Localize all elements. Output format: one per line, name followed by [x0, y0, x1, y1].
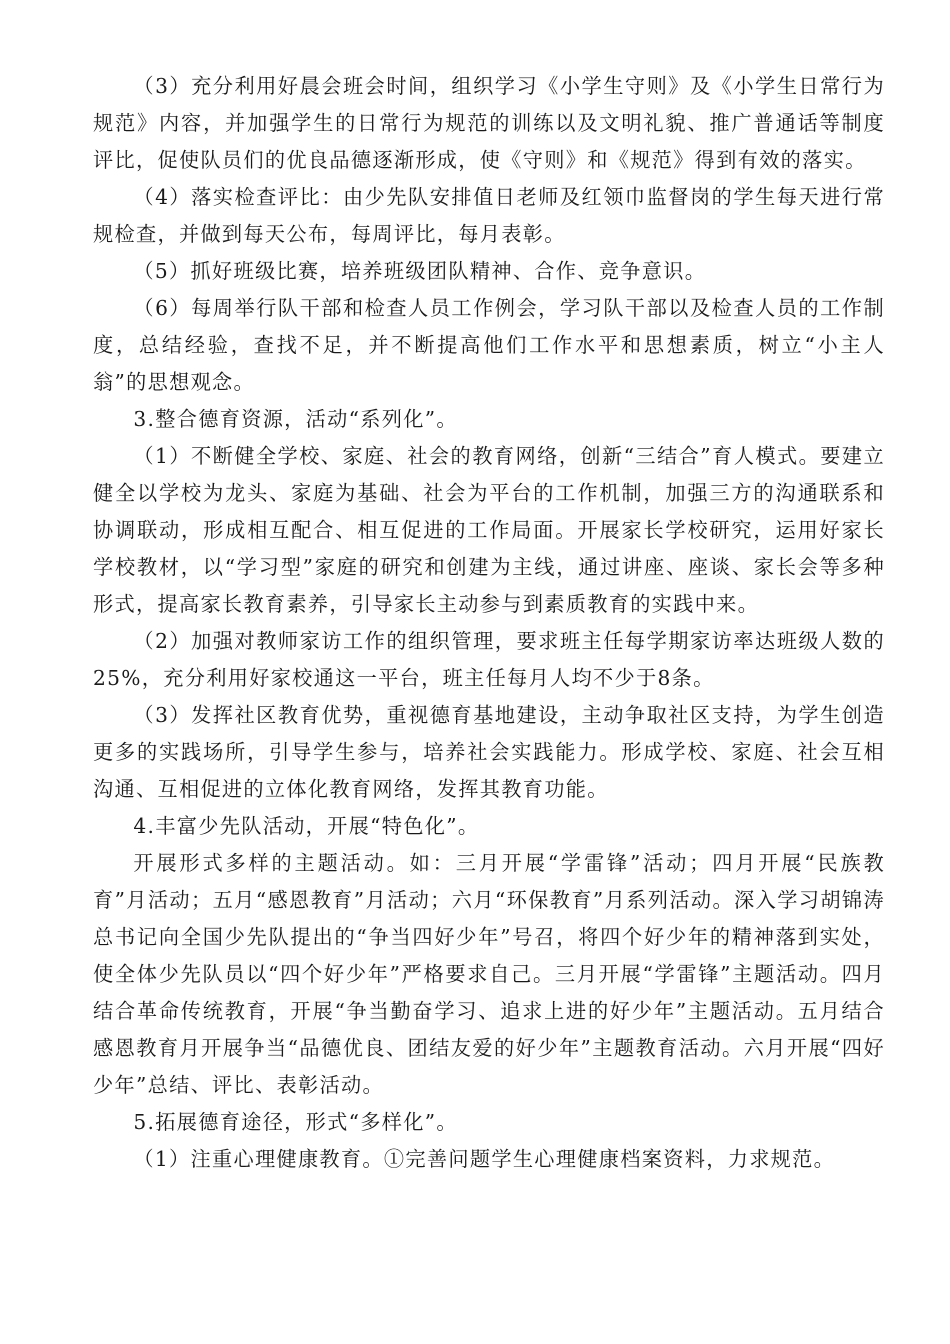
document-page: [93, 68, 885, 1178]
paragraph-item-2-home-visits: （2）加强对教师家访工作的组织管理，要求班主任每学期家访率达班级人数的25%，充分利用好家校通这一平台，班主任每月人均不少于8条。: [93, 629, 885, 690]
paragraph-item-3-community: （3）发挥社区教育优势，重视德育基地建设，主动争取社区支持，为学生创造更多的实践场所，引导学生参与，培养社会实践能力。形成学校、家庭、社会互相沟通、互相促进的立体化教育网络，发挥其教育功能。: [93, 703, 885, 801]
section-heading-5: 5.拓展德育途径，形式“多样化”。: [133, 1110, 458, 1134]
paragraph-item-4-inspection: （4）落实检查评比：由少先队安排值日老师及红领巾监督岗的学生每天进行常规检查，并做到每天公布，每周评比，每月表彰。: [93, 185, 885, 246]
paragraph-item-1-education-network: （1）不断健全学校、家庭、社会的教育网络，创新“三结合”育人模式。要建立健全以学校为龙头、家庭为基础、社会为平台的工作机制，加强三方的沟通联系和协调联动，形成相互配合、相互促进的工作局面。开展家长学校研究，运用好家长学校教材，以“学习型”家庭的研究和创建为主线，通过讲座、座谈、家长会等多种形式，提高家长教育素养，引导家长主动参与到素质教育的实践中来。: [93, 444, 885, 616]
section-heading-3: 3.整合德育资源，活动“系列化”。: [133, 407, 458, 431]
section-heading-4: 4.丰富少先队活动，开展“特色化”。: [133, 814, 480, 838]
paragraph-item-6-weekly-meeting: （6）每周举行队干部和检查人员工作例会，学习队干部以及检查人员的工作制度，总结经验，查找不足，并不断提高他们工作水平和思想素质，树立“小主人翁”的思想观念。: [93, 296, 885, 394]
paragraph-item-1-mental-health: （1）注重心理健康教育。①完善问题学生心理健康档案资料，力求规范。: [133, 1147, 836, 1171]
paragraph-themed-activities: 开展形式多样的主题活动。如：三月开展“学雷锋”活动；四月开展“民族教育”月活动；五月“感恩教育”月活动；六月“环保教育”月系列活动。深入学习胡锦涛总书记向全国少先队提出的“争当四好少年”号召，将四个好少年的精神落到实处，使全体少先队员以“四个好少年”严格要求自己。三月开展“学雷锋”主题活动。四月结合革命传统教育，开展“争当勤奋学习、追求上进的好少年”主题活动。五月结合感恩教育月开展争当“品德优良、团结友爱的好少年”主题教育活动。六月开展“四好少年”总结、评比、表彰活动。: [93, 851, 885, 1097]
paragraph-item-5-class-competition: （5）抓好班级比赛，培养班级团队精神、合作、竞争意识。: [133, 259, 707, 283]
paragraph-item-3-morning-meeting: （3）充分利用好晨会班会时间，组织学习《小学生守则》及《小学生日常行为规范》内容，并加强学生的日常行为规范的训练以及文明礼貌、推广普通话等制度评比，促使队员们的优良品德逐渐形成，使《守则》和《规范》得到有效的落实。: [93, 74, 885, 172]
